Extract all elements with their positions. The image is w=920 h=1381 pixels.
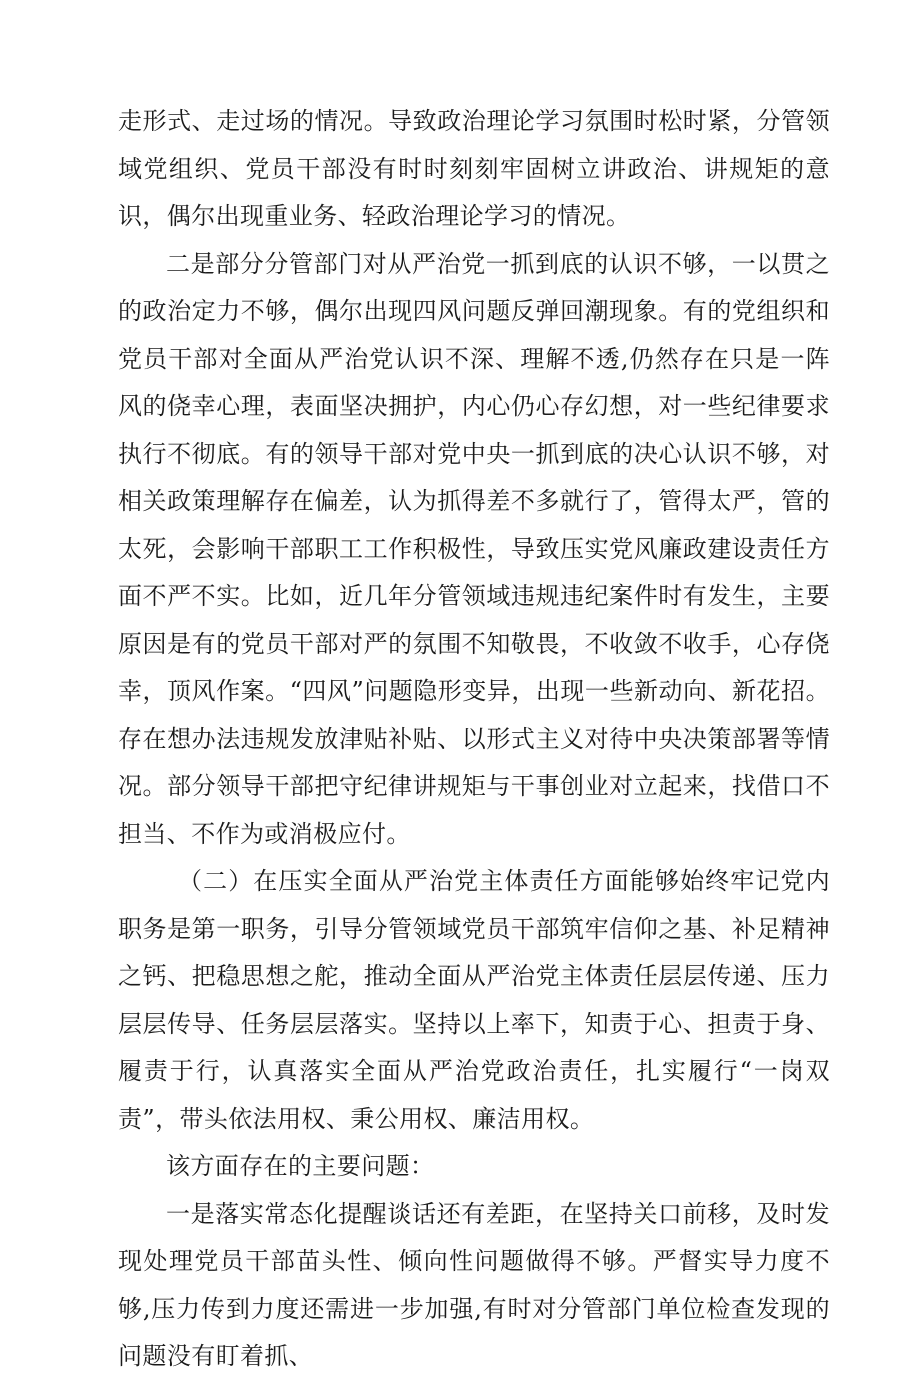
paragraph-continuation: 走形式、走过场的情况。导致政治理论学习氛围时松时紧，分管领域党组织、党员干部没有时时刻刻牢固树立讲政治、讲规矩的意识，偶尔出现重业务、轻政治理论学习的情况。 (118, 107, 830, 230)
document-body (118, 98, 830, 1381)
paragraph-main-problems-heading: 该方面存在的主要问题： (166, 1152, 435, 1180)
paragraph-problem-one: 一是落实常态化提醒谈话还有差距，在坚持关口前移，及时发现处理党员干部苗头性、倾向性问题做得不够。严督实导力度不够,压力传到力度还需进一步加强,有时对分管部门单位检查发现的问题没有盯着抓、 (118, 1199, 830, 1370)
paragraph-section-two: （二）在压实全面从严治党主体责任方面能够始终牢记党内职务是第一职务，引导分管领域党员干部筑牢信仰之基、补足精神之钙、把稳思想之舵，推动全面从严治党主体责任层层传递、压力层层传导、任务层层落实。坚持以上率下，知责于心、担责于身、履责于行，认真落实全面从严治党政治责任，扎实履行“一岗双责”，带头依法用权、秉公用权、廉洁用权。 (118, 867, 830, 1133)
paragraph-problem-two: 二是部分分管部门对从严治党一抓到底的认识不够，一以贯之的政治定力不够，偶尔出现四风问题反弹回潮现象。有的党组织和党员干部对全面从严治党认识不深、理解不透,仍然存在只是一阵风的侥幸心理，表面坚决拥护，内心仍心存幻想，对一些纪律要求执行不彻底。有的领导干部对党中央一抓到底的决心认识不够，对相关政策理解存在偏差，认为抓得差不多就行了，管得太严，管的太死，会影响干部职工工作积极性，导致压实党风廉政建设责任方面不严不实。比如，近几年分管领域违规违纪案件时有发生，主要原因是有的党员干部对严的氛围不知敬畏，不收敛不收手，心存侥幸，顶风作案。“四风”问题隐形变异，出现一些新动向、新花招。存在想办法违规发放津贴补贴、以形式主义对待中央决策部署等情况。部分领导干部把守纪律讲规矩与干事创业对立起来，找借口不担当、不作为或消极应付。 (118, 249, 830, 848)
